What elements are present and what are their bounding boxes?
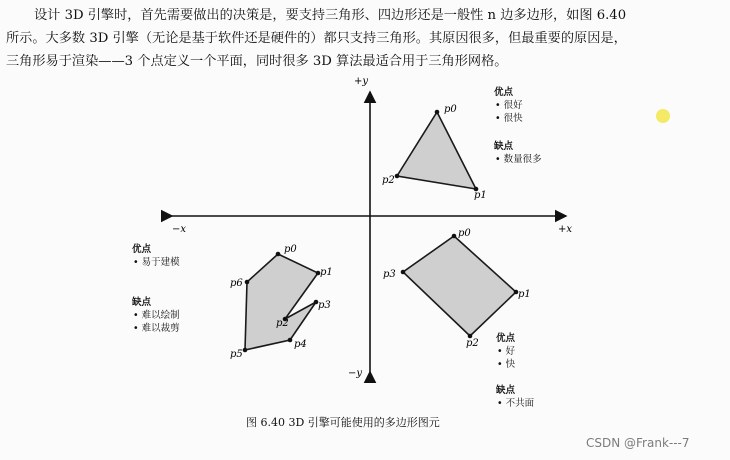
quad-figure: [383, 228, 531, 349]
ngon-figure: [230, 244, 333, 360]
ngon-cons-title: 缺点: [132, 297, 152, 308]
quad-shape: [403, 236, 516, 336]
ngon-label-p4: p4: [294, 339, 307, 350]
ngon-label-p6: p6: [230, 278, 243, 289]
ngon-con-item: • 难以绘制: [132, 309, 180, 322]
triangle-cons: [494, 140, 542, 166]
ngon-label-p0: p0: [284, 244, 297, 255]
paragraph-line-1: 设计 3D 引擎时，首先需要做出的决策是，要支持三角形、四边形还是一般性 n 边多边形，如图 6.40: [34, 8, 627, 23]
quad-label-p0: p0: [458, 228, 471, 239]
quad-pros-title: 优点: [496, 333, 516, 344]
quad-label-p2: p2: [466, 338, 479, 349]
ngon-label-p2: p2: [276, 318, 289, 329]
ngon-con-item: • 难以裁剪: [132, 322, 180, 335]
figure-caption: 图 6.40 3D 引擎可能使用的多边形图元: [246, 416, 440, 429]
quad-label-p3: p3: [383, 269, 396, 280]
ngon-shape: [245, 254, 318, 350]
quad-pros: [496, 332, 515, 371]
quad-cons-title: 缺点: [496, 385, 516, 396]
csdn-watermark: CSDN @Frank---7: [586, 436, 690, 450]
triangle-label-p1: p1: [474, 190, 487, 201]
ngon-label-p5: p5: [230, 349, 243, 360]
ngon-pros-title: 优点: [132, 244, 152, 255]
quad-con-item: • 不共面: [496, 397, 534, 410]
axis-minus-y: −y: [348, 368, 363, 379]
triangle-pro-item: • 很好: [494, 99, 523, 112]
paragraph-line-3: 三角形易于渲染——3 个点定义一个平面，同时很多 3D 算法最适合用于三角形网格。: [6, 54, 508, 69]
ngon-pros: [132, 243, 180, 269]
cursor-highlight-icon: [656, 109, 670, 123]
ngon-label-p3: p3: [318, 300, 331, 311]
triangle-pro-item: • 很快: [494, 112, 523, 125]
quad-label-p1: p1: [518, 289, 531, 300]
triangle-pros: [494, 86, 523, 125]
axis-minus-x: −x: [172, 224, 187, 235]
ngon-label-p1: p1: [320, 267, 333, 278]
axis-plus-y: +y: [354, 76, 369, 87]
ngon-pro-item: • 易于建模: [132, 256, 180, 269]
quad-cons: [496, 384, 534, 410]
axis-plus-x: +x: [558, 224, 573, 235]
quad-pro-item: • 快: [496, 358, 515, 371]
triangle-figure: [382, 104, 487, 201]
triangle-cons-title: 缺点: [494, 141, 514, 152]
triangle-label-p2: p2: [382, 175, 395, 186]
triangle-con-item: • 数量很多: [494, 153, 542, 166]
ngon-cons: [132, 296, 180, 335]
triangle-label-p0: p0: [444, 104, 457, 115]
paragraph-line-2: 所示。大多数 3D 引擎（无论是基于软件还是硬件的）都只支持三角形。其原因很多，但最重要的原因是，: [6, 31, 627, 46]
triangle-shape: [397, 112, 476, 189]
quad-pro-item: • 好: [496, 345, 515, 358]
triangle-pros-title: 优点: [494, 87, 514, 98]
